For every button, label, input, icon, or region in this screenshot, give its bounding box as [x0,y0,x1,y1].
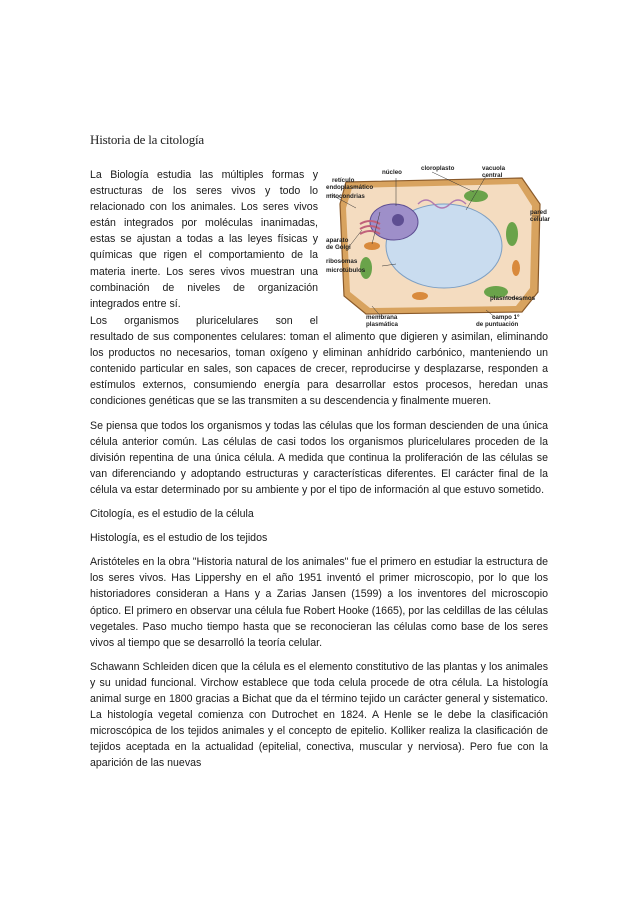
paragraph-citologia: Citología, es el estudio de la célula [90,508,254,521]
paragraph-origin: Se piensa que todos los organismos y todas las células que los forman descienden de una única célula anterior común. Las células de casi todos los organismos pluricelulares proceden de la división repentina de una única célula. A medida que continua la proliferación de las células se van diferenciando y adoptando estructuras y características diferentes. El carácter final de la célula va estar determinado por su ambiente y por el tipo de información al que estuvo sometido. [90,419,548,496]
label-aparato: aparato [326,237,349,244]
label-plasmodesmos: plasmodesmos [490,295,536,302]
label-aparato-2: de Golgi [326,244,351,251]
label-campo: campo 1º [492,314,520,321]
label-membrana-2: plasmática [366,321,398,328]
paragraph-schleiden: Schawann Schleiden dicen que la célula es el elemento constitutivo de las plantas y los animales y su unidad funcional. Virchow establece que toda celula procede de otra célula. La histología animal surge en 1800 gracias a Bichat que da el término tejido un carácter general y sistematico. La histología vegetal comienza con Dutrochet en 1824. A Henle se le debe la clasificación microscópica de los tejidos animales y el concepto de epitelio. Kolliker realiza la clasificación de tejidos aceptada en la actualidad (epitelial, conectiva, muscular y nerviosa). Pero fue con la aparición de las nuevas [90,660,548,770]
plant-cell-figure [326,164,554,330]
label-membrana: membrana [366,314,398,321]
paragraph-organisms [90,313,548,410]
paragraph-organisms-rest: resultado de sus componentes celulares: toman el alimento que digieren y asimilan, eliminando los productos no necesarios, toman oxígeno y eliminan anhídrido carbónico, manteniendo un contenido particular en sales, son capaces de crecer, reproducirse y desplazarse, responden a estímulos externos, consumiendo energía para desarrollar estos procesos, heredan unas condiciones genéticas que se las transmiten a su descendencia y finalmente mueren. [90,331,548,408]
label-campo-2: de puntuación [476,321,519,328]
chloroplast-shape-1 [464,190,488,202]
mitochondrion-shape-3 [512,260,520,276]
label-microtubulos: microtúbulos [326,267,366,274]
label-nucleo: núcleo [382,169,402,176]
label-cloroplasto: cloroplasto [421,165,455,172]
label-reticulo-2: endoplasmático [326,184,374,191]
nucleolus-shape [392,214,404,226]
label-pared-2: celular [530,216,550,223]
label-vacuola: vacuola [482,165,506,172]
plant-cell-diagram [326,164,554,330]
paragraph-lead: Los organismos pluricelulares son el [90,315,318,327]
label-pared: pared [530,209,547,216]
main-text [90,313,548,779]
paragraph-histologia: Histología, es el estudio de los tejidos [90,532,268,545]
label-ribosomas: ribosomas [326,258,358,265]
mitochondrion-shape-2 [412,292,428,300]
paragraph-aristoteles: Aristóteles en la obra "Historia natural de los animales" fue el primero en estudiar la estructura de los seres vivos. Has Lippershy en el año 1951 inventó el primer microscopio, por lo que los historiadores consideran a Hans y a Zarias Jansen (1599) a los inventores del microscopio óptico. El primero en observar una célula fue Robert Hooke (1665), por las celdillas de las células vegetales. Paso mucho tiempo hasta que se reconocieran las células como base de los seres vivos al tiempo que se desarrolló la teoría celular. [90,556,548,649]
chloroplast-shape-2 [506,222,518,246]
document-title: Historia de la citología [90,132,204,147]
label-vacuola-2: central [482,172,503,179]
label-reticulo: retículo [332,177,355,184]
intro-paragraph: La Biología estudia las múltiples formas y estructuras de los seres vivos y todo lo relacionado con los animales. Los seres vivos están integrados por moléculas inanimadas, estas se ajustan a todas a las leyes físicas y químicas que rigen el comportamiento de la materia inerte. Los seres vivos muestran una combinación de niveles de organización integrados entre sí. [90,169,318,310]
label-mitocondrias: mitocondrias [326,193,365,200]
